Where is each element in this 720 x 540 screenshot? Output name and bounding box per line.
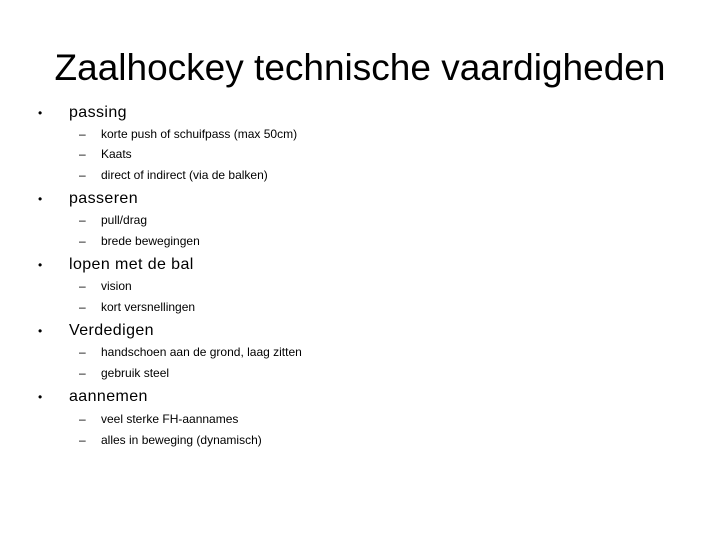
sub-bullet-label: korte push of schuifpass (max 50cm) <box>101 127 298 141</box>
dash-icon: – <box>79 345 86 359</box>
dash-icon: – <box>79 412 86 426</box>
bullet-item-lopen-met-de-bal <box>0 253 720 277</box>
sub-bullet-label: kort versnellingen <box>101 300 196 314</box>
bullet-icon: • <box>38 390 43 404</box>
sub-bullet-label: vision <box>101 279 132 293</box>
sub-bullet-item <box>0 431 720 449</box>
sub-bullet-label: handschoen aan de grond, laag zitten <box>101 345 302 359</box>
bullet-icon: • <box>38 192 43 206</box>
sub-bullet-label: brede bewegingen <box>101 234 200 248</box>
bullet-label: passeren <box>69 190 139 207</box>
bullet-icon: • <box>38 324 43 338</box>
dash-icon: – <box>79 279 86 293</box>
sub-bullet-item <box>0 410 720 428</box>
sub-bullet-item <box>0 277 720 295</box>
sub-bullet-item <box>0 364 720 382</box>
sub-bullet-label: alles in beweging (dynamisch) <box>101 433 262 447</box>
bullet-item-passeren <box>0 187 720 211</box>
sub-bullet-label: pull/drag <box>101 213 148 227</box>
bullet-label: Verdedigen <box>69 322 154 339</box>
bullet-label: passing <box>69 104 127 121</box>
bullet-icon: • <box>38 106 43 120</box>
sub-bullet-item <box>0 145 720 163</box>
sub-bullet-item <box>0 298 720 316</box>
dash-icon: – <box>79 213 86 227</box>
sub-bullet-label: gebruik steel <box>101 366 170 380</box>
sub-bullet-item <box>0 166 720 184</box>
dash-icon: – <box>79 300 86 314</box>
dash-icon: – <box>79 234 86 248</box>
sub-bullet-label: Kaats <box>101 147 132 161</box>
sub-bullet-item <box>0 232 720 250</box>
dash-icon: – <box>79 127 86 141</box>
sub-bullet-label: veel sterke FH-aannames <box>101 412 239 426</box>
dash-icon: – <box>79 147 86 161</box>
sub-bullet-item <box>0 211 720 229</box>
bullet-item-passing <box>0 101 720 125</box>
slide-title: Zaalhockey technische vaardigheden <box>54 47 666 88</box>
dash-icon: – <box>79 433 86 447</box>
bullet-item-aannemen <box>0 385 720 409</box>
sub-bullet-label: direct of indirect (via de balken) <box>101 168 268 182</box>
sub-bullet-item <box>0 125 720 143</box>
bullet-label: lopen met de bal <box>69 256 194 273</box>
bullet-label: aannemen <box>69 388 148 405</box>
bullet-icon: • <box>38 258 43 272</box>
bullet-item-verdedigen <box>0 319 720 343</box>
dash-icon: – <box>79 366 86 380</box>
sub-bullet-item <box>0 343 720 361</box>
dash-icon: – <box>79 168 86 182</box>
